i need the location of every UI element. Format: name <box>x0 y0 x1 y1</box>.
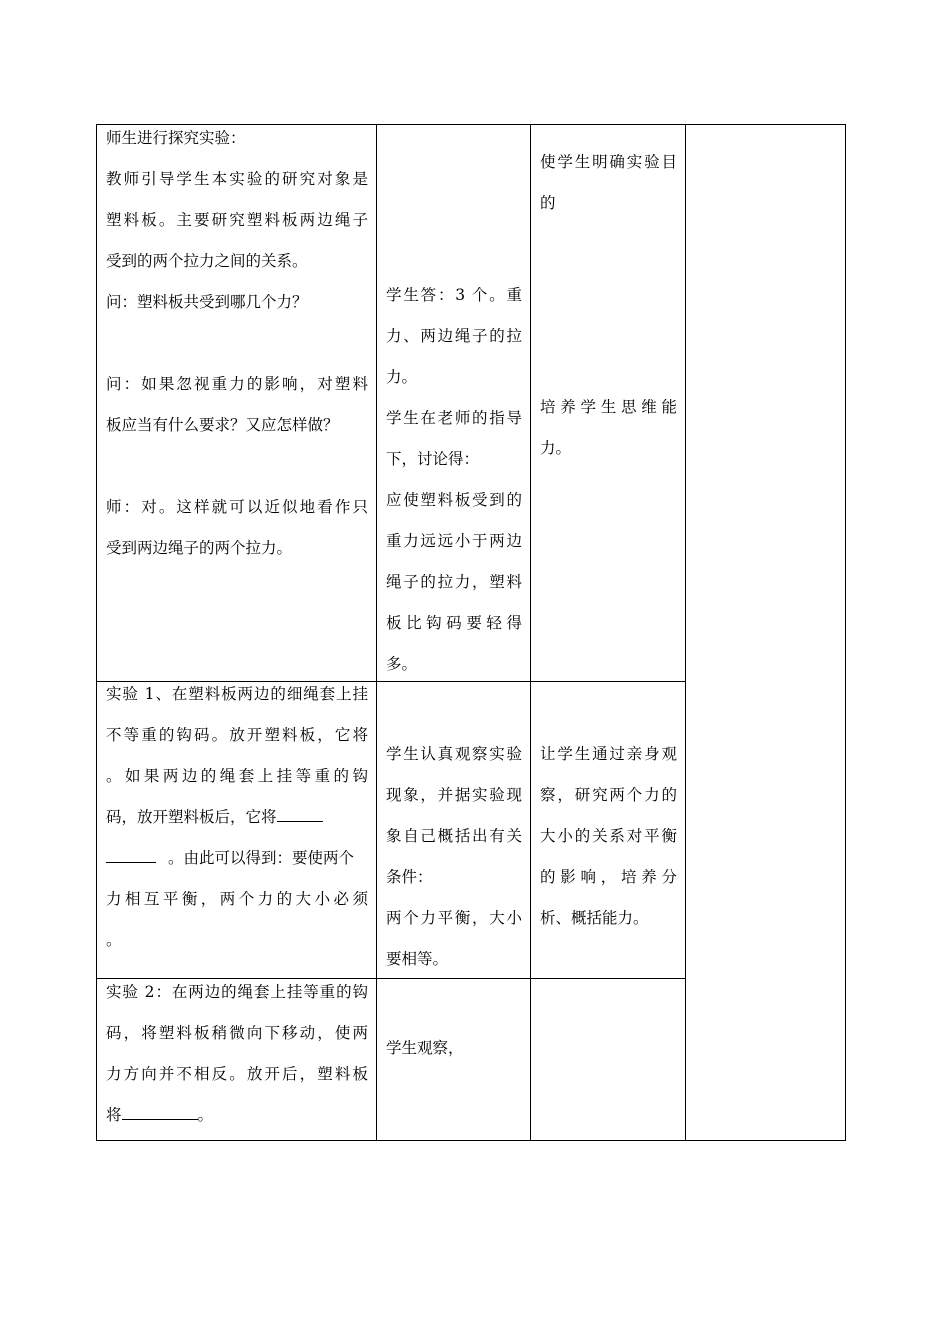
text-line: 塑料板。主要研究塑料板两边绳子 <box>106 211 368 229</box>
text-line: 力、两边绳子的拉 <box>386 327 522 345</box>
text-line: 条件： <box>386 868 433 886</box>
text-line: 师生进行探究实验： <box>106 129 246 147</box>
text-line: 学生认真观察实验 <box>386 745 522 763</box>
column-divider-3 <box>685 124 686 1141</box>
text-line: 的 <box>540 194 556 212</box>
text-line: 将 。 <box>106 1095 368 1136</box>
column-divider-1 <box>376 124 377 1141</box>
row3-experiment2-cell <box>106 972 368 1136</box>
text-line: 力相互平衡，两个力的大小必须 <box>106 890 368 908</box>
row2-student-activity-cell <box>386 734 522 980</box>
row2-design-intent-cell <box>540 734 677 939</box>
text-line: 学生观察， <box>386 1039 464 1057</box>
text-line: 下，讨论得： <box>386 450 480 468</box>
row1-design-intent-cell <box>540 142 677 224</box>
text-line: 力方向并不相反。放开后，塑料板 <box>106 1065 368 1083</box>
fill-in-blank <box>122 1097 198 1120</box>
row1-student-activity-cell <box>386 275 522 685</box>
text-line: 使学生明确实验目 <box>540 153 677 171</box>
text-line: 让学生通过亲身观 <box>540 745 677 763</box>
text-line: 力。 <box>386 368 418 386</box>
text-line: 受到的两个拉力之间的关系。 <box>106 252 308 270</box>
row3-student-activity-cell <box>386 1028 522 1069</box>
text-line: 受到两边绳子的两个拉力。 <box>106 539 293 557</box>
text-line: 大小的关系对平衡 <box>540 827 677 845</box>
row1-teacher-activity-cell <box>106 118 368 569</box>
text-line: 析、概括能力。 <box>540 909 649 927</box>
text-line: 现象，并据实验现 <box>386 786 522 804</box>
text-line: 的影响，培养分 <box>540 868 677 886</box>
text-line: 板比钩码要轻得 <box>386 614 522 632</box>
text-line: 不等重的钩码。放开塑料板，它将 <box>106 726 368 744</box>
table-border-left <box>96 124 97 1141</box>
row1-design-intent-cell-2 <box>540 387 677 469</box>
row2-experiment1-cell <box>106 674 368 961</box>
fill-in-blank <box>106 840 156 863</box>
text-line: 板应当有什么要求？又应怎样做？ <box>106 416 339 434</box>
text-line: 问：如果忽视重力的影响，对塑料 <box>106 375 368 393</box>
table-border-bottom <box>96 1140 846 1141</box>
text-line: 码，将塑料板稍微向下移动，使两 <box>106 1024 368 1042</box>
text-line: 力。 <box>540 439 572 457</box>
text-line: 实验 1、在塑料板两边的细绳套上挂 <box>106 685 368 703</box>
text-line: 师：对。这样就可以近似地看作只 <box>106 498 368 516</box>
text-line: 。 <box>106 931 122 949</box>
text-line: 重力远远小于两边 <box>386 532 522 550</box>
text-line: 两个力平衡，大小 <box>386 909 522 927</box>
table-border-right <box>845 124 846 1141</box>
fill-in-blank <box>277 799 323 822</box>
text-line: 多。 <box>386 655 418 673</box>
text-line: 培养学生思维能 <box>540 398 677 416</box>
text-line: 要相等。 <box>386 950 449 968</box>
text-line: 象自己概括出有关 <box>386 827 522 845</box>
text-line: 绳子的拉力，塑料 <box>386 573 522 591</box>
text-line: 应使塑料板受到的 <box>386 491 522 509</box>
text-line: 教师引导学生本实验的研究对象是 <box>106 170 368 188</box>
text-line: 。如果两边的绳套上挂等重的钩 <box>106 767 368 785</box>
text-line: 学生答：3 个。重 <box>386 286 522 304</box>
text-line: 问：塑料板共受到哪几个力？ <box>106 293 308 311</box>
text-line: 学生在老师的指导 <box>386 409 522 427</box>
column-divider-2 <box>530 124 531 1141</box>
text-line: 。由此可以得到：要使两个 <box>106 838 368 879</box>
text-line: 察，研究两个力的 <box>540 786 677 804</box>
text-line: 码，放开塑料板后，它将 <box>106 797 368 838</box>
text-line: 实验 2：在两边的绳套上挂等重的钩 <box>106 983 368 1001</box>
